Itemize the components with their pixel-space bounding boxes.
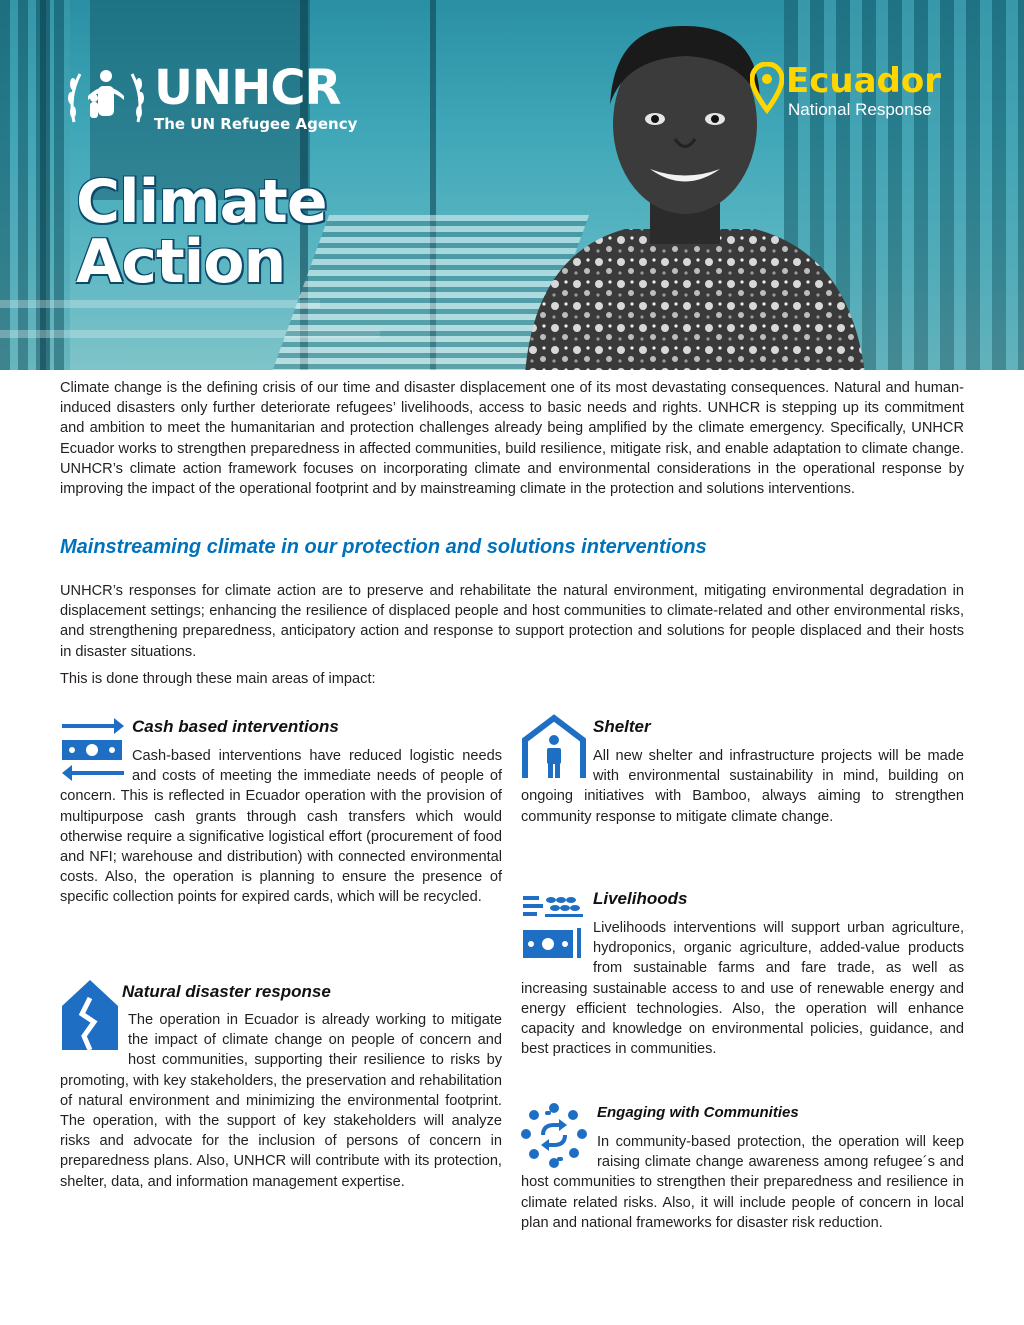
shelter-heading: Shelter — [593, 717, 651, 736]
background-plank — [0, 300, 320, 308]
communities-text-indent — [521, 1132, 597, 1172]
livelihoods-text — [521, 918, 964, 1059]
agency-tagline: The UN Refugee Agency — [154, 115, 358, 133]
location-pin-icon — [750, 62, 784, 114]
livelihoods-paragraph: Livelihoods interventions will support urban agriculture, hydroponics, organic agriculture, added-value products from sustainable farms and fare trade, as well as increasing sustainable access to and use of renewable energy and energy efficient technologies. Also, the operation will enhance capacity and knowledge on environmental policies, guidance, and best practices in communities. — [521, 920, 964, 1058]
background-house-left — [0, 0, 70, 370]
responses-paragraph: UNHCR’s responses for climate action are to preserve and rehabilitate the natural environment, mitigating environmental degradation in displacement settings; enhancing the resilience of displaced people and host communities to climate-related and other environmental risks, and strengthening preparedness, anticipatory action and response to support protection and solutions for people displaced and their hosts in disaster situations. — [60, 583, 964, 660]
country-name: Ecuador — [786, 61, 941, 101]
unhcr-emblem-icon — [64, 62, 148, 132]
section-heading: Mainstreaming climate in our protection and solutions interventions — [60, 536, 707, 558]
shelter-paragraph: All new shelter and infrastructure projects will be made with environmental sustainability in mind, building on ongoing initiatives with Bamboo, always aiming to strengthen community response to mitigate climate change. — [521, 748, 964, 825]
communities-paragraph: In community-based protection, the operation will keep raising climate change awareness among refugee´s and host communities to strengthen their preparedness and resilience in climate related risks. Also, it will include people of concern in local plan and national frameworks for disaster risk reduction. — [521, 1134, 964, 1231]
page-title-line2: Action — [76, 227, 286, 297]
communities-heading: Engaging with Communities — [597, 1104, 799, 1121]
disaster-heading: Natural disaster response — [122, 982, 331, 1001]
cash-text — [60, 746, 502, 908]
disaster-paragraph: The operation in Ecuador is already working to mitigate the impact of climate change on people of concern and host communities, supporting their resilience to risks by promoting, with key stakeholders, the preservation and rehabilitation of natural environment and minimizing the environmental footprint. The operation, with the support of key stakeholders will analyze risks and advocate for the inclusion of persons of concern in preparedness plans. Also, UNHCR will contribute with its protection, shelter, data, and information management expertise. — [60, 1012, 502, 1190]
cash-heading: Cash based interventions — [132, 717, 339, 736]
communities-text — [521, 1132, 964, 1233]
unhcr-logo — [64, 62, 357, 134]
shelter-text — [521, 746, 964, 827]
disaster-text-indent — [60, 1010, 128, 1070]
country-subtitle: National Response — [788, 100, 932, 119]
areas-intro: This is done through these main areas of impact: — [60, 671, 376, 687]
livelihoods-text-indent — [521, 918, 593, 978]
intro-paragraph: Climate change is the defining crisis of our time and disaster displacement one of its most devastating consequences. Natural and human-induced disasters only further deteriorate refugees’ livelihoods, access to basic needs and rights. UNHCR is stepping up its commitment and ambition to meet the humanitarian and protection challenges already being amplified by the climate emergency. Specifically, UNHCR Ecuador works to strengthen preparedness in affected communities, build resilience, mitigate risk, and enable adaptation to climate change. UNHCR’s climate action framework focuses on incorporating climate and environmental considerations in the operational response by improving the impact of the operational footprint and by mainstreaming climate in the protection and solutions interventions. — [60, 380, 964, 498]
country-tag — [750, 62, 941, 120]
hero-banner — [0, 0, 1024, 370]
livelihoods-heading: Livelihoods — [593, 889, 688, 908]
disaster-text — [60, 1010, 502, 1192]
cash-text-indent — [60, 746, 132, 786]
shelter-text-indent — [521, 746, 593, 786]
cash-paragraph: Cash-based interventions have reduced logistic needs and costs of meeting the immediate needs of people of concern. This is reflected in Ecuador operation with the provision of multipurpose cash grants through cash transfers which would otherwise require a significative logistical effort (procurement of food and NFI; warehouse and distribution) with connected environmental costs. Also, the operation is planning to ensure the presence of specific collection points for expired cards, which will be recycled. — [60, 748, 502, 906]
background-stilt — [40, 0, 50, 370]
page-title — [76, 167, 327, 297]
brand-name: UNHCR — [154, 60, 341, 116]
page-title-line1: Climate — [76, 167, 327, 237]
